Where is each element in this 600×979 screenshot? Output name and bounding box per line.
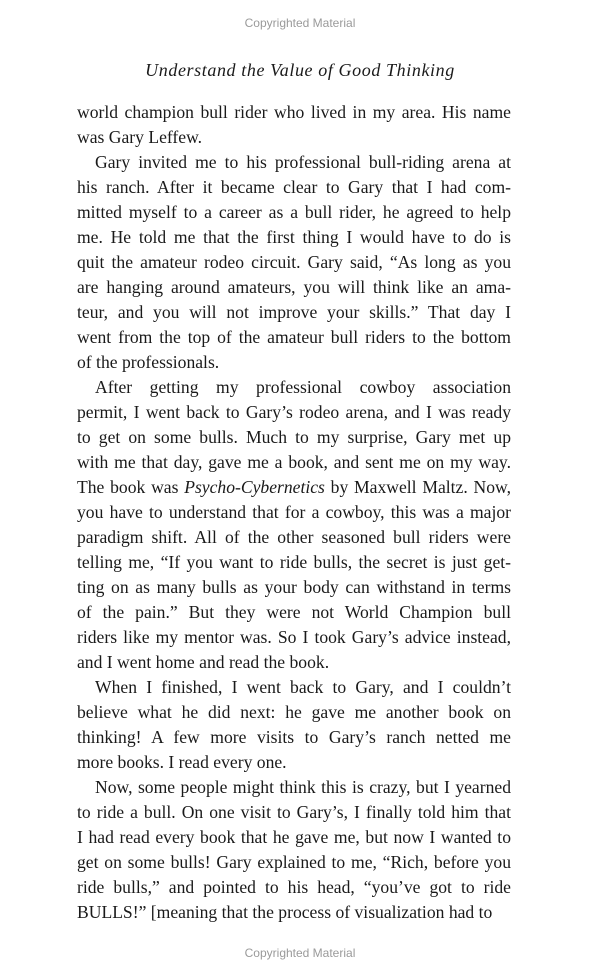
text-line [77, 475, 511, 500]
text-line: was Gary Leffew. [77, 127, 203, 147]
text-line: more books. I read every one. [77, 752, 287, 772]
text-line: me. He told me that the first thing I would have to do is [77, 227, 511, 247]
text-line: with me that day, gave me a book, and sent me on my way. [77, 452, 511, 472]
text-line: went from the top of the amateur bull riders to the bottom [77, 327, 511, 347]
text-line: Now, some people might think this is crazy, but I yearned [95, 777, 511, 797]
copyright-watermark-bottom: Copyrighted Material [244, 946, 356, 960]
text-line: of the professionals. [77, 352, 220, 372]
text-line: I had read every book that he gave me, but now I wanted to [77, 827, 511, 847]
text-line: riders like my mentor was. So I took Gary’s advice instead, [77, 627, 511, 647]
text-line: permit, I went back to Gary’s rodeo arena, and I was ready [77, 402, 511, 422]
text-line: you have to understand that for a cowboy, this was a major [77, 502, 511, 522]
body-text [77, 100, 511, 925]
text-segment: by Maxwell Maltz. Now, [324, 477, 511, 497]
text-line: to get on some bulls. Much to my surprise, Gary met up [77, 427, 511, 447]
text-line: believe what he did next: he gave me another book on [77, 702, 511, 722]
text-line: paradigm shift. All of the other seasoned bull riders were [77, 527, 511, 547]
text-line: get on some bulls! Gary explained to me, “Rich, before you [77, 852, 511, 872]
text-line: ride bulls,” and pointed to his head, “you’ve got to ride [77, 877, 511, 897]
text-line: and I went home and read the book. [77, 652, 330, 672]
text-line: thinking! A few more visits to Gary’s ranch netted me [77, 727, 511, 747]
text-line: ting on as many bulls as your body can withstand in terms [77, 577, 511, 597]
text-line: telling me, “If you want to ride bulls, the secret is just get- [77, 552, 511, 572]
text-line: BULLS!” [meaning that the process of visualization had to [77, 902, 493, 922]
text-line: to ride a bull. On one visit to Gary’s, I finally told him that [77, 802, 511, 822]
running-head: Understand the Value of Good Thinking [145, 60, 455, 80]
text-line: world champion bull rider who lived in my area. His name [77, 102, 511, 122]
text-line: quit the amateur rodeo circuit. Gary said, “As long as you [77, 252, 511, 272]
text-segment: The book was [77, 477, 185, 497]
text-line: are hanging around amateurs, you will think like an ama- [77, 277, 511, 297]
text-line: mitted myself to a career as a bull rider, he agreed to help [77, 202, 511, 222]
text-line: After getting my professional cowboy association [95, 377, 511, 397]
text-line: of the pain.” But they were not World Champion bull [77, 602, 511, 622]
text-line: his ranch. After it became clear to Gary that I had com- [77, 177, 511, 197]
text-line: When I finished, I went back to Gary, and I couldn’t [95, 677, 511, 697]
text-line: Gary invited me to his professional bull-riding arena at [95, 152, 511, 172]
copyright-watermark-top: Copyrighted Material [244, 16, 356, 30]
text-line: teur, and you will not improve your skills.” That day I [77, 302, 511, 322]
book-title: Psycho-Cybernetics [184, 477, 325, 497]
